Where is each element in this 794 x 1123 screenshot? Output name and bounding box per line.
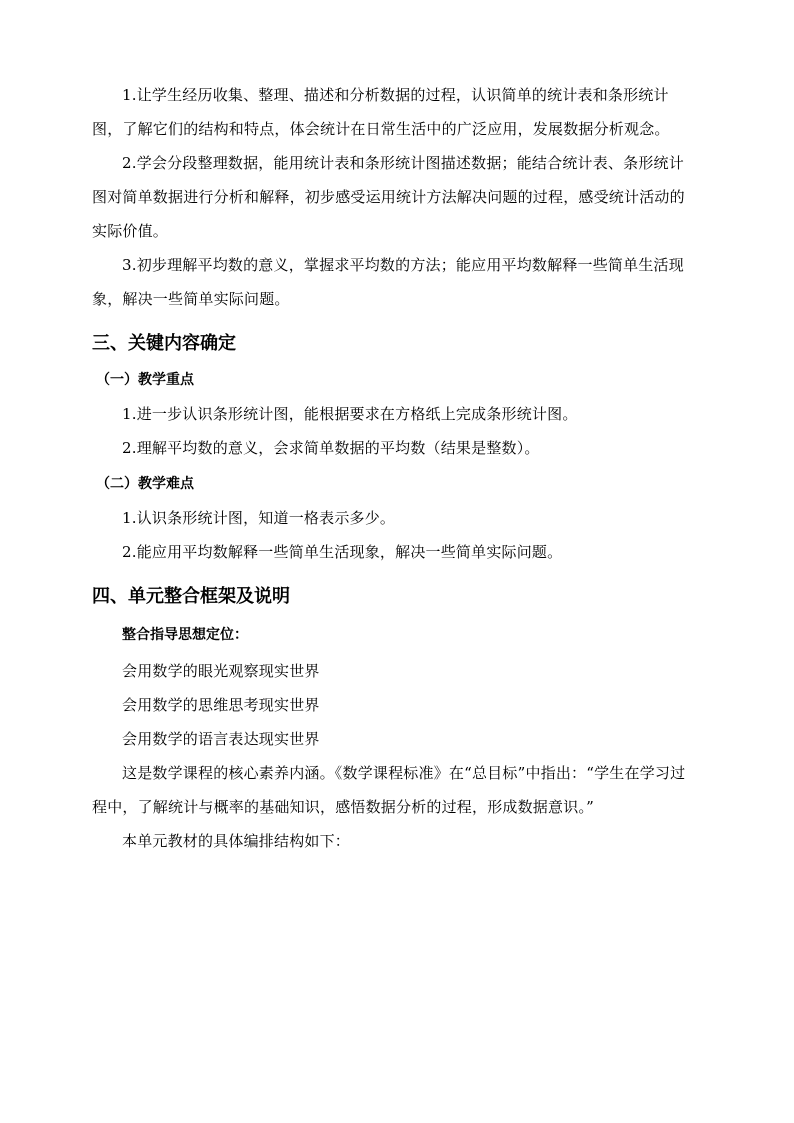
objective-3: 3.初步理解平均数的意义，掌握求平均数的方法；能应用平均数解释一些简单生活现象，解决一些简单实际问题。 bbox=[92, 256, 684, 308]
objective-1: 1.让学生经历收集、整理、描述和分析数据的过程，认识简单的统计表和条形统计图，了解它们的结构和特点，体会统计在日常生活中的广泛应用，发展数据分析观念。 bbox=[92, 86, 670, 138]
difficulty-1: 1.认识条形统计图，知道一格表示多少。 bbox=[122, 509, 396, 527]
key-point-1: 1.进一步认识条形统计图，能根据要求在方格纸上完成条形统计图。 bbox=[122, 405, 578, 423]
quote-paragraph: 这是数学课程的核心素养内涵。《数学课程标准》在“总目标”中指出：“学生在学习过程中，了解统计与概率的基础知识，感悟数据分析的过程，形成数据意识。” bbox=[92, 764, 686, 816]
key-point-2: 2.理解平均数的意义，会求简单数据的平均数（结果是整数）。 bbox=[122, 439, 540, 457]
guide-title: 整合指导思想定位： bbox=[122, 627, 248, 643]
section-4-heading: 四、单元整合框架及说明 bbox=[92, 586, 290, 607]
section-3-heading: 三、关键内容确定 bbox=[92, 333, 236, 354]
guide-line-2: 会用数学的思维思考现实世界 bbox=[122, 696, 320, 714]
guide-line-1: 会用数学的眼光观察现实世界 bbox=[122, 662, 320, 680]
objective-2: 2.学会分段整理数据，能用统计表和条形统计图描述数据；能结合统计表、条形统计图对简单数据进行分析和解释，初步感受运用统计方法解决问题的过程，感受统计活动的实际价值。 bbox=[92, 154, 685, 240]
structure-paragraph: 本单元教材的具体编排结构如下： bbox=[122, 832, 351, 850]
guide-line-3: 会用数学的语言表达现实世界 bbox=[122, 730, 320, 748]
difficulties-heading: （二）教学难点 bbox=[96, 476, 194, 492]
difficulty-2: 2.能应用平均数解释一些简单生活现象，解决一些简单实际问题。 bbox=[122, 543, 563, 561]
key-points-heading: （一）教学重点 bbox=[96, 372, 194, 388]
